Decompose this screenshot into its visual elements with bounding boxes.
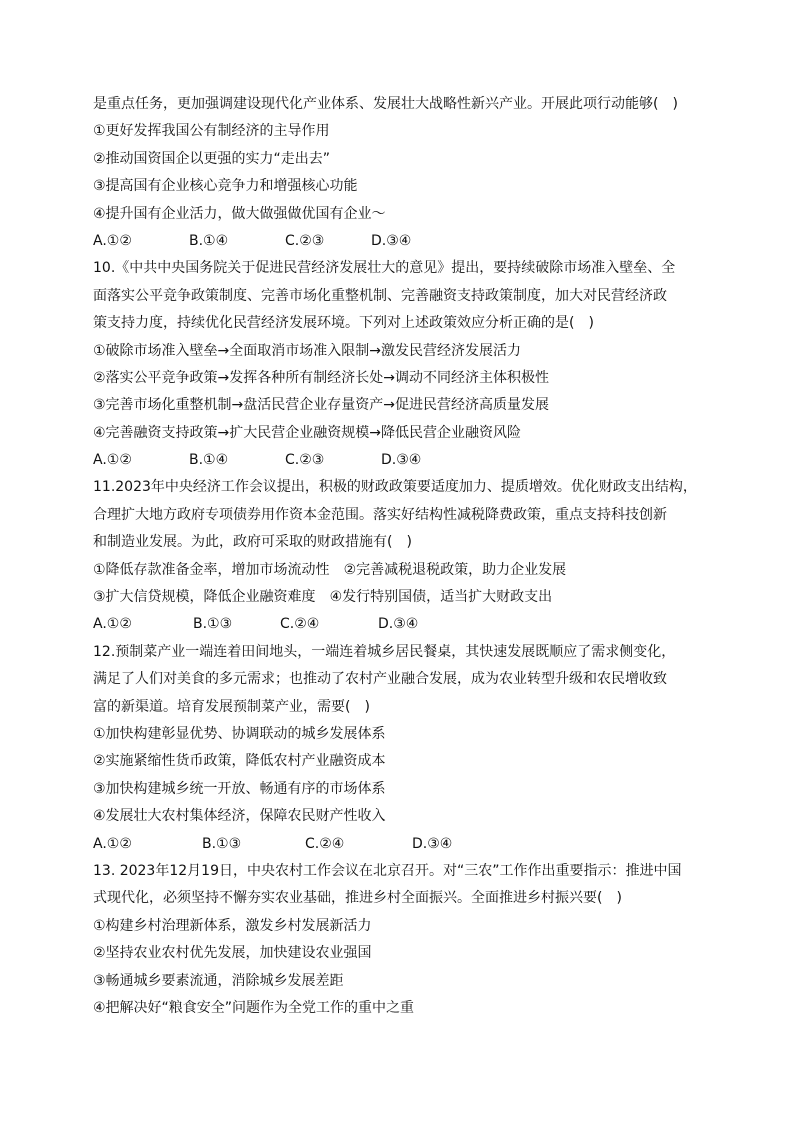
- option-a: A.①②: [93, 835, 132, 852]
- question-9-item-3: ③提高国有企业核心竞争力和增强核心功能: [93, 178, 358, 195]
- question-13-item-2: ②坚持农业农村优先发展，加快建设农业强国: [93, 945, 372, 962]
- question-11-items-row-1: [93, 557, 693, 584]
- question-11-stem-line-1: 11.2023年中央经济工作会议提出，积极的财政政策要适度加力、提质增效。优化财政支出结构，: [93, 479, 697, 496]
- option-d: D.③④: [381, 452, 422, 469]
- question-13-item-3: ③畅通城乡要素流通，消除城乡发展差距: [93, 972, 344, 989]
- question-list: [93, 91, 697, 1022]
- question-12-stem-line-3: 富的新渠道。培育发展预制菜产业，需要( ): [93, 698, 370, 715]
- question-9-options: [93, 228, 693, 255]
- question-10-item-1: ①破除市场准入壁垒→全面取消市场准入限制→激发民营经济发展活力: [93, 342, 522, 359]
- question-10-item-4: ④完善融资支持政策→扩大民营企业融资规模→降低民营企业融资风险: [93, 424, 522, 441]
- question-9-item-2: ②推动国资国企以更强的实力“走出去”: [93, 150, 331, 167]
- question-10-options: [93, 447, 693, 474]
- question-9-item-4: ④提升国有企业活力，做大做强做优国有企业～: [93, 205, 386, 222]
- question-13-item-1: ①构建乡村治理新体系，激发乡村发展新活力: [93, 917, 372, 934]
- option-b: B.①④: [189, 452, 229, 469]
- question-11-stem-line-3: 和制造业发展。为此，政府可采取的财政措施有( ): [93, 534, 412, 551]
- question-10: [93, 255, 693, 474]
- question-11-stem-line-2: 合理扩大地方政府专项债券用作资本金范围。落实好结构性减税降费政策，重点支持科技创新: [93, 506, 667, 523]
- question-10-stem-line-2: 面落实公平竞争政策制度、完善市场化重整机制、完善融资支持政策制度，加大对民营经济政: [93, 287, 667, 304]
- option-d: D.③④: [412, 835, 453, 852]
- question-12-item-3: ③加快构建城乡统一开放、畅通有序的市场体系: [93, 780, 386, 797]
- option-c: C.②③: [285, 232, 325, 249]
- option-a: A.①②: [93, 232, 132, 249]
- question-9-item-1: ①更好发挥我国公有制经济的主导作用: [93, 123, 330, 140]
- question-10-item-3: ③完善市场化重整机制→盘活民营企业存量资产→促进民营经济高质量发展: [93, 397, 550, 414]
- option-d: D.③④: [371, 232, 412, 249]
- question-11-options: [93, 611, 693, 638]
- option-b: B.①④: [189, 232, 229, 249]
- question-13-stem-line-1: 13. 2023年12月19日，中央农村工作会议在北京召开。对“三农”工作作出重要指示：推进中国: [93, 862, 682, 879]
- option-c: C.②④: [305, 835, 345, 852]
- option-c: C.②③: [285, 452, 325, 469]
- question-11-items-row-2: [93, 584, 693, 611]
- question-11-item-1: ①降低存款准备金率，增加市场流动性: [93, 561, 330, 578]
- question-11-item-3: ③扩大信贷规模，降低企业融资难度: [93, 589, 316, 606]
- option-a: A.①②: [93, 616, 132, 633]
- question-9-stem: 是重点任务，更加强调建设现代化产业体系、发展壮大战略性新兴产业。开展此项行动能够( ): [93, 96, 678, 112]
- question-13: [93, 858, 693, 1022]
- question-9: [93, 91, 693, 255]
- question-10-stem-line-3: 策支持力度，持续优化民营经济发展环境。下列对上述政策效应分析正确的是( ): [93, 315, 594, 332]
- question-11-item-2: ②完善减税退税政策，助力企业发展: [343, 561, 567, 578]
- question-13-stem-line-2: 式现代化，必须坚持不懈夯实农业基础，推进乡村全面振兴。全面推进乡村振兴要( ): [93, 890, 622, 907]
- question-12-stem-line-2: 满足了人们对美食的多元需求；也推动了农村产业融合发展，成为农业转型升级和农民增收致: [93, 671, 667, 688]
- question-13-item-4: ④把解决好“粮食安全”问题作为全党工作的重中之重: [93, 999, 415, 1016]
- question-12-options: [93, 831, 693, 858]
- question-12-item-2: ②实施紧缩性货币政策，降低农村产业融资成本: [93, 753, 386, 770]
- question-11-item-4: ④发行特别国债，适当扩大财政支出: [329, 589, 553, 606]
- question-11: [93, 474, 697, 638]
- option-b: B.①③: [202, 835, 242, 852]
- question-12-stem-line-1: 12.预制菜产业一端连着田间地头，一端连着城乡居民餐桌，其快速发展既顺应了需求侧变化，: [93, 643, 676, 660]
- question-10-item-2: ②落实公平竞争政策→发挥各种所有制经济长处→调动不同经济主体积极性: [93, 369, 550, 386]
- question-12-item-1: ①加快构建彰显优势、协调联动的城乡发展体系: [93, 725, 386, 742]
- option-b: B.①③: [193, 616, 233, 633]
- question-10-stem-line-1: 10.《中共中央国务院关于促进民营经济发展壮大的意见》提出，要持续破除市场准入壁垒、全: [93, 260, 676, 277]
- option-d: D.③④: [378, 616, 419, 633]
- question-12: [93, 639, 693, 858]
- option-a: A.①②: [93, 452, 132, 469]
- option-c: C.②④: [280, 616, 320, 633]
- question-12-item-4: ④发展壮大农村集体经济，保障农民财产性收入: [93, 808, 386, 825]
